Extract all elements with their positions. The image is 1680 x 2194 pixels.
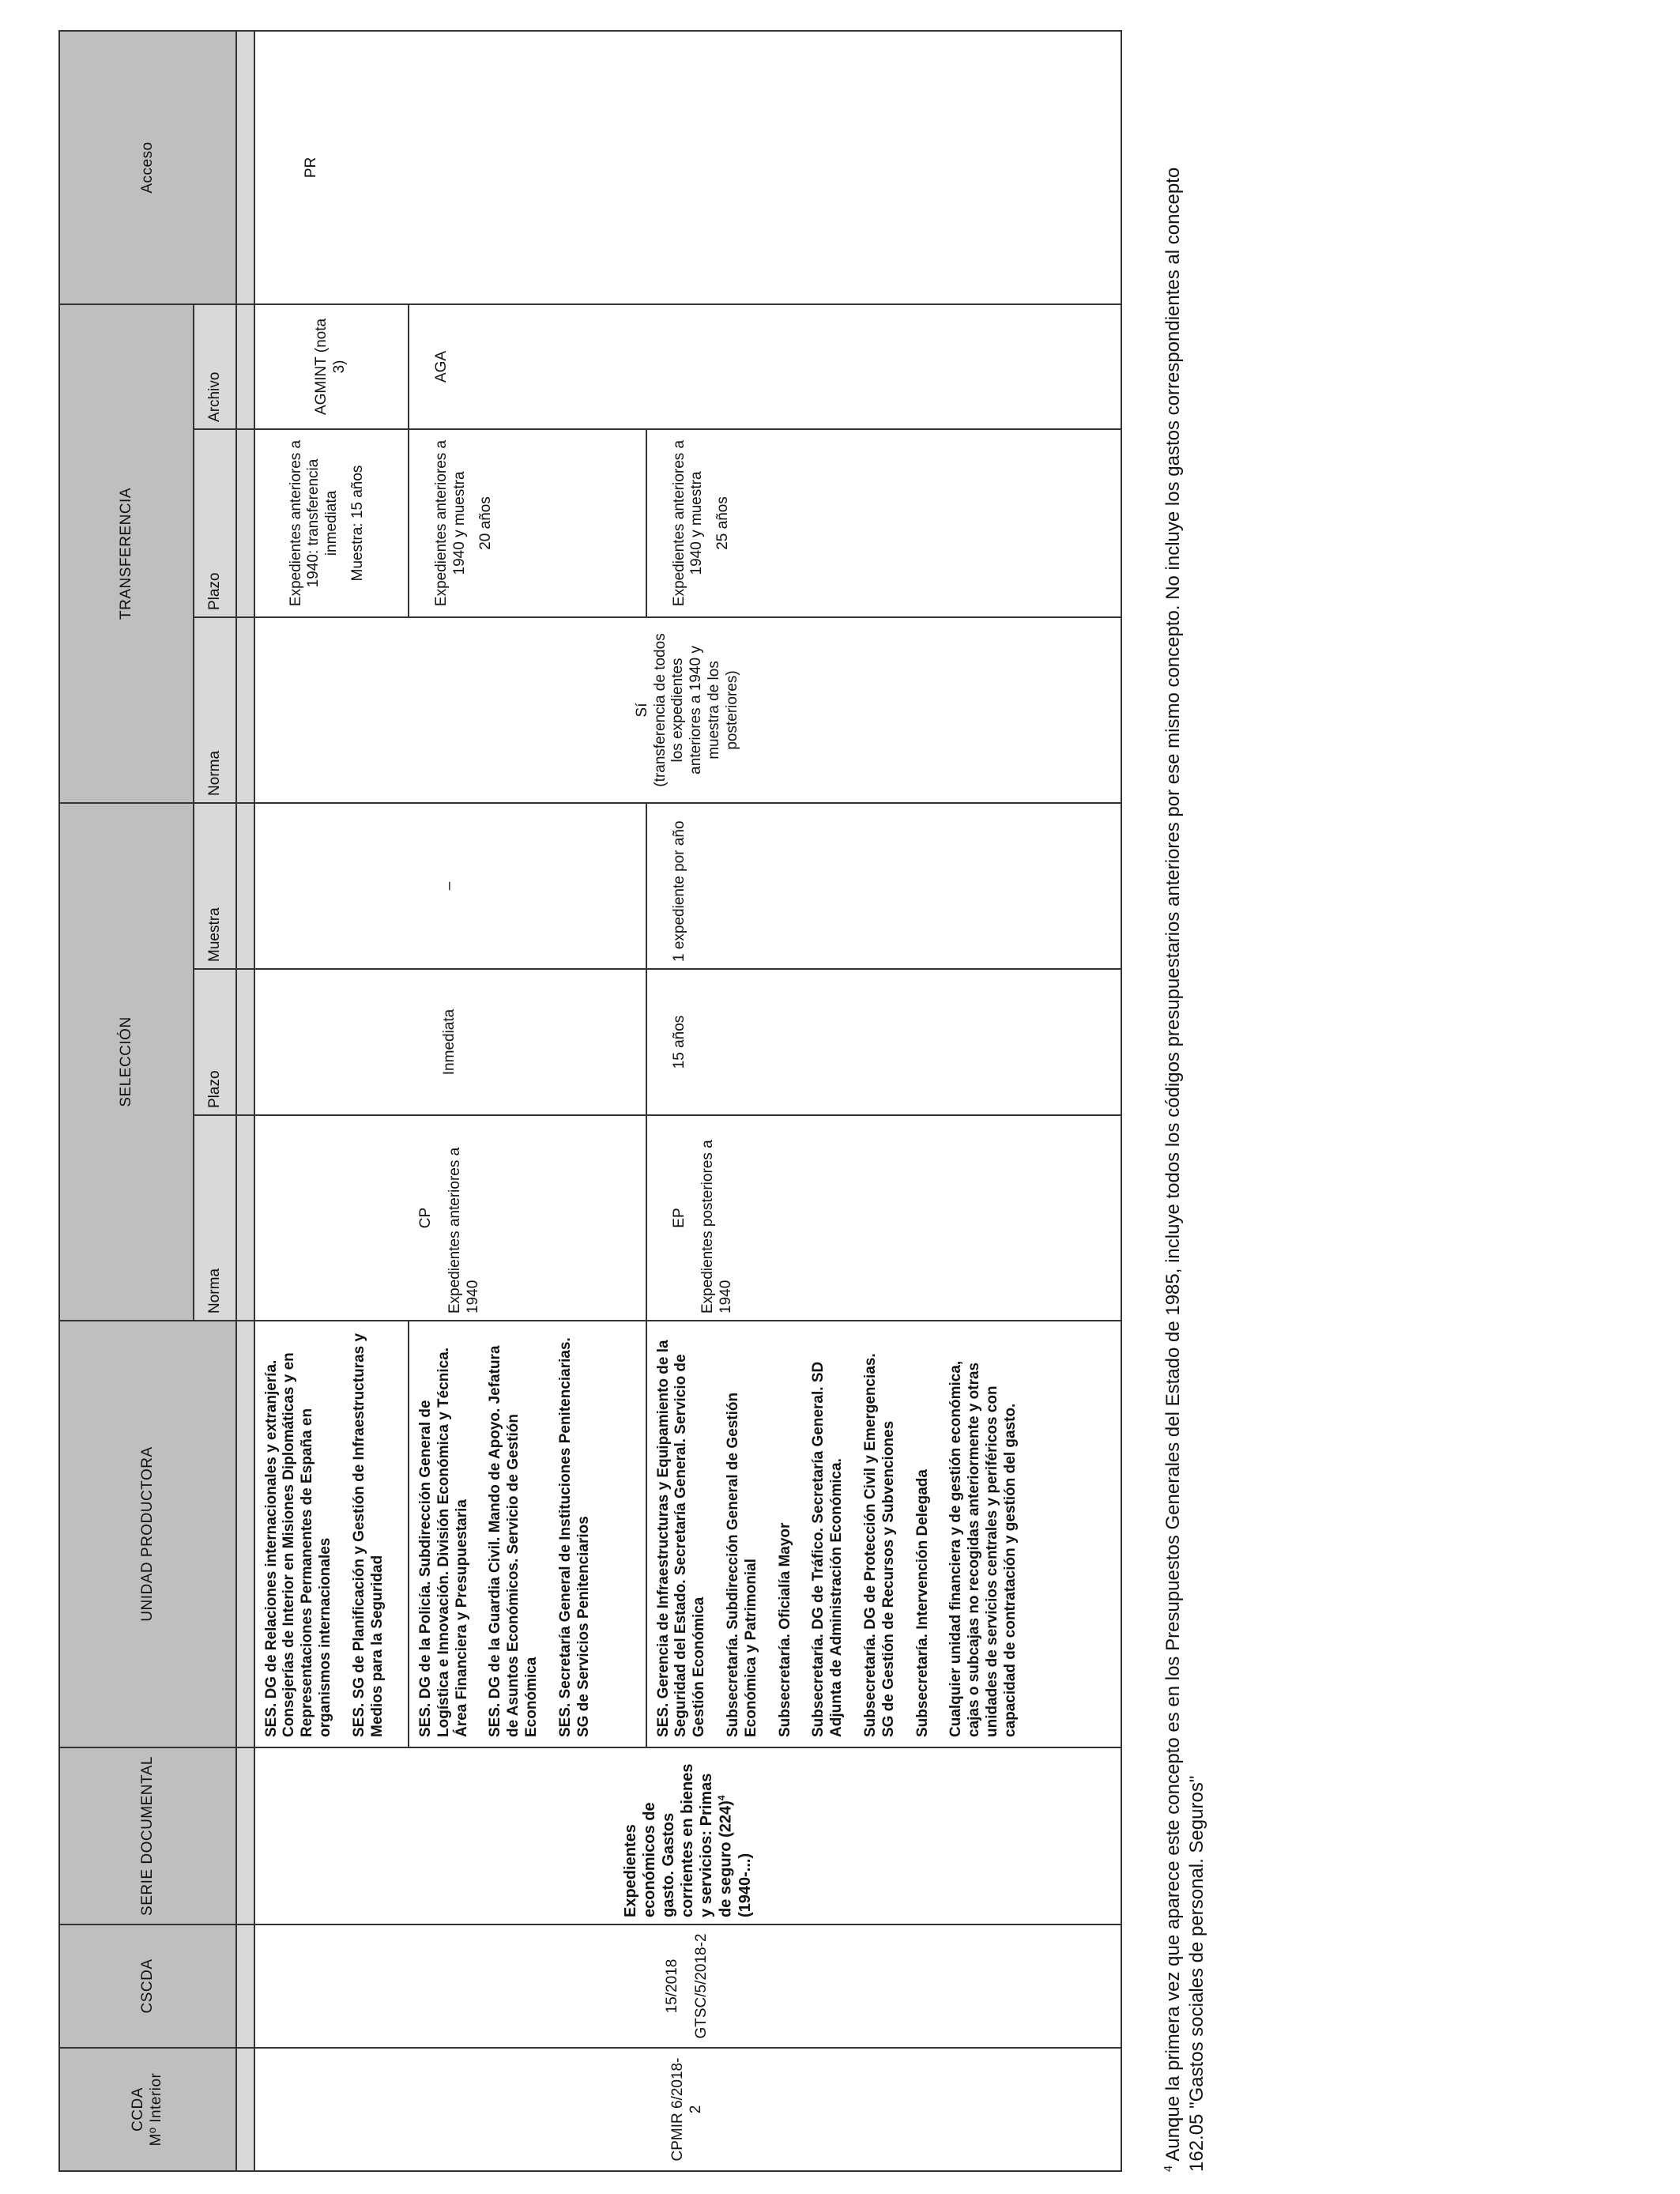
tr-norma-cell	[254, 617, 1121, 803]
tr-archivo-1: AGMINT (nota 3)	[254, 304, 409, 429]
calendar-table	[58, 30, 1122, 2172]
header-spacer-row	[236, 31, 254, 2171]
sel-ep-norma: EP	[670, 1208, 687, 1228]
unit-item: SES. SG de Planificación y Gestión de Infraestructuras y Medios para la Seguridad	[350, 1333, 386, 1737]
serie-text: Expedientes económicos de gasto. Gastos corrientes en bienes y servicios: Primas de seguro (224)	[621, 1763, 735, 1917]
header-tr-archivo: Archivo	[194, 304, 236, 429]
header-transferencia: TRANSFERENCIA	[59, 304, 194, 803]
tr-archivo-2: AGA	[409, 304, 1121, 429]
footnote-text: Aunque la primera vez que aparece este concepto es en los Presupuestos Generales del Estado de 1985, incluye todos los códigos presupuestarios anteriores por ese mismo concepto. No incluye los gastos correspondientes al concepto 162.05 "Gastos sociales de personal. Seguros"	[1162, 167, 1207, 2172]
units-group-3	[646, 1321, 1121, 1747]
unit-item: SES. DG de Relaciones internacionales y extranjería. Consejerías de Interior en Misiones Diplomáticas y en Representaciones Permanentes de España en organismos internacionales	[262, 1352, 333, 1737]
header-sel-muestra: Muestra	[194, 803, 236, 969]
spacer-cell	[236, 1321, 254, 1747]
tr-plazo-1-muestra: Muestra: 15 años	[349, 465, 367, 582]
spacer-cell	[236, 1115, 254, 1321]
sel-ep-desc: Expedientes posteriores a 1940	[699, 1140, 735, 1314]
header-serie: SERIE DOCUMENTAL	[59, 1747, 236, 1924]
spacer-cell	[236, 617, 254, 803]
header-acceso: Acceso	[59, 31, 236, 304]
tr-plazo-3	[646, 429, 1121, 617]
cscda-cell	[254, 1924, 1121, 2048]
tr-plazo-3-desc: Expedientes anteriores a 1940 y muestra	[670, 439, 706, 607]
unit-item: Subsecretaría. Intervención Delegada	[913, 1469, 931, 1737]
spacer-cell	[236, 429, 254, 617]
sel-cp-norma-cell	[254, 1115, 646, 1321]
serie-footnote-ref: 4	[715, 1795, 727, 1801]
header-row-1	[59, 31, 194, 2171]
header-cscda: CSCDA	[59, 1924, 236, 2048]
sel-ep-norma-cell	[646, 1115, 1121, 1321]
header-seleccion: SELECCIÓN	[59, 803, 194, 1321]
spacer-cell	[236, 1924, 254, 2048]
acceso-cell: PR	[254, 31, 1121, 304]
unit-item: Subsecretaría. Oficialía Mayor	[776, 1522, 793, 1737]
serie-cell	[254, 1747, 1121, 1924]
header-ccda-label: CCDA	[130, 2087, 147, 2132]
tr-plazo-1-desc: Expedientes anteriores a 1940: transferencia inmediata	[287, 439, 341, 607]
tr-plazo-3-years: 25 años	[714, 496, 732, 550]
tr-plazo-2	[409, 429, 646, 617]
header-ccda	[59, 2048, 236, 2171]
unit-item: Subsecretaría. DG de Tráfico. Secretaría General. SD Adjunta de Administración Económica.	[810, 1361, 846, 1737]
sel-cp-plazo: Inmediata	[254, 969, 646, 1115]
sel-cp-norma: CP	[417, 1207, 435, 1229]
spacer-cell	[236, 1747, 254, 1924]
sel-ep-plazo: 15 años	[646, 969, 1121, 1115]
tr-plazo-2-years: 20 años	[477, 496, 494, 550]
sel-ep-muestra: 1 expediente por año	[646, 803, 1121, 969]
units-group-2	[409, 1321, 646, 1747]
table-row	[254, 31, 409, 2171]
unit-item: SES. DG de la Guardia Civil. Mando de Apoyo. Jefatura de Asuntos Económicos. Servicio de Gestión Económica	[487, 1345, 540, 1737]
cscda-code-2: GTSC/5/2018-2	[693, 1933, 710, 2039]
header-unidad: UNIDAD PRODUCTORA	[59, 1321, 236, 1747]
footnote-number: 4	[1162, 2165, 1175, 2172]
tr-plazo-2-desc: Expedientes anteriores a 1940 y muestra	[432, 439, 468, 607]
unit-item: Subsecretaría. DG de Protección Civil y Emergencias. SG de Gestión de Recursos y Subvenciones	[861, 1353, 897, 1737]
header-tr-norma: Norma	[194, 617, 236, 803]
spacer-cell	[236, 304, 254, 429]
header-tr-plazo: Plazo	[194, 429, 236, 617]
sel-cp-muestra: –	[254, 803, 646, 969]
spacer-cell	[236, 2048, 254, 2171]
cscda-code-1: 15/2018	[664, 1958, 681, 2014]
spacer-cell	[236, 969, 254, 1115]
spacer-cell	[236, 31, 254, 304]
ccda-cell: CPMIR 6/2018-2	[254, 2048, 1121, 2171]
footnote	[1162, 117, 1209, 2172]
sel-cp-desc: Expedientes anteriores a 1940	[446, 1147, 481, 1314]
unit-item: SES. Secretaría General de Instituciones Penitenciarias. SG de Servicios Penitenciarios	[556, 1337, 592, 1737]
tr-plazo-1	[254, 429, 409, 617]
header-sel-norma: Norma	[194, 1115, 236, 1321]
units-group-1	[254, 1321, 409, 1747]
unit-item: Cualquier unidad financiera y de gestión económica, cajas o subcajas no recogidas anteriormente y otras unidades de servicios centrales y periféricos con capacidad de contratación y gestión del gasto.	[947, 1360, 1019, 1737]
spacer-cell	[236, 803, 254, 969]
unit-item: SES. DG de la Policía. Subdirección General de Logística e Innovación. División Económica y Técnica. Área Financiera y Presupuestaria	[416, 1347, 470, 1737]
tr-norma-value: Sí	[633, 703, 650, 718]
tr-norma-desc: (transferencia de todos los expedientes anteriores a 1940 y muestra de los posteriores)	[651, 633, 740, 787]
serie-date-range: (1940-...)	[736, 1853, 754, 1917]
header-ccda-sub: Mº Interior	[148, 2072, 165, 2147]
unit-item: Subsecretaría. Subdirección General de Gestión Económica y Patrimonial	[725, 1392, 759, 1737]
header-sel-plazo: Plazo	[194, 969, 236, 1115]
unit-item: SES. Gerencia de Infraestructuras y Equipamiento de la Seguridad del Estado. Secretaría General. Servicio de Gestión Económica	[654, 1340, 708, 1737]
